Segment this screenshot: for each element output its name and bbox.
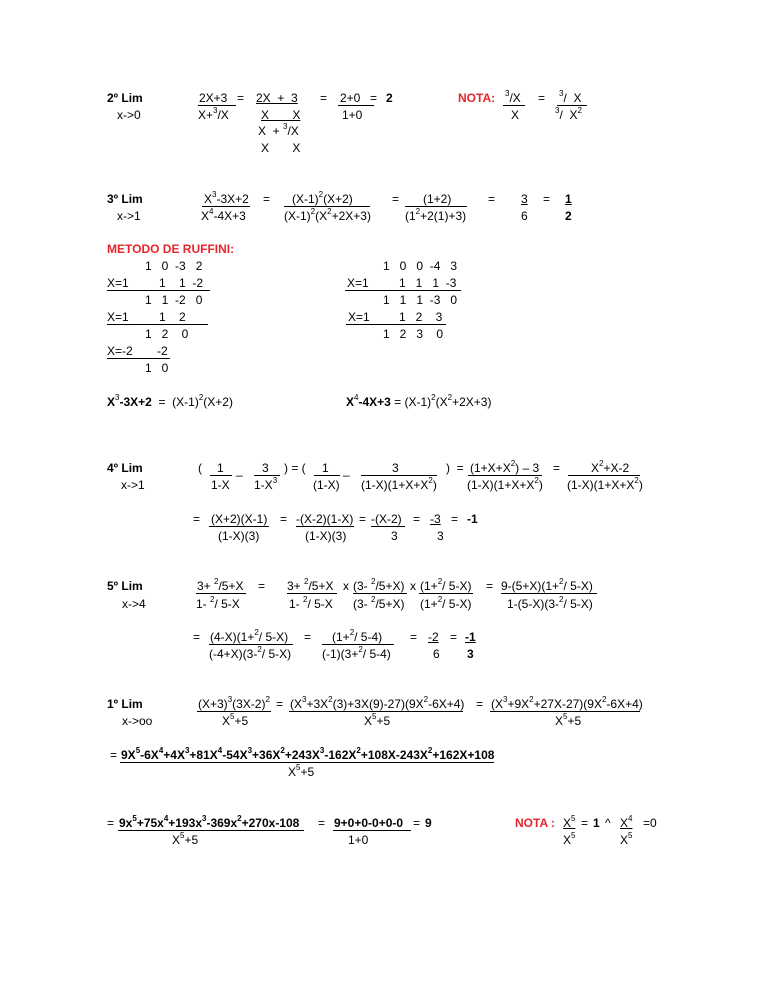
lim5-l2-c-den: 6: [433, 647, 440, 661]
lim2-condition: x->0: [117, 108, 141, 122]
equals-sign: =: [276, 697, 284, 711]
lim1-nota-label: NOTA :: [515, 816, 555, 830]
ruffini-right-x2-label: X=1: [348, 310, 370, 324]
lim4-b-den: $1-X^3$: [254, 476, 278, 492]
lim1-c-num: $(X^3+9X^2+27X-27)(9X^2-6X+4)$: [491, 695, 643, 711]
lim4-c-den: (1-X): [313, 478, 340, 492]
lim3-condition: x->1: [117, 209, 141, 223]
lim5-b-den: 1- $^2$/ 5-X: [289, 595, 333, 611]
ruffini-left-row2: 1 1 -2 0: [145, 293, 203, 307]
ruffini-left-row3: 1 2 0: [145, 327, 189, 341]
paren-open: (: [198, 461, 202, 475]
lim1-nota-a-num: $X^5$: [563, 814, 576, 830]
lim3-den3: $(1^2+2(1)+3)$: [405, 207, 467, 223]
lim1-nota-a-den: $X^5$: [563, 831, 576, 847]
lim5-e-num: 9-(5+X)(1+$^2$/ 5-X): [501, 577, 593, 593]
equals-sign: =: [543, 192, 551, 206]
lim3-den2: $(X-1)^2(X^2+2X+3)$: [284, 207, 371, 223]
ruffini-divider: [107, 324, 208, 325]
lim4-b-num: 3: [262, 461, 269, 475]
fraction-bar: [209, 526, 269, 527]
lim5-e-den: 1-(5-X)(3-$^2$/ 5-X): [507, 595, 593, 611]
fraction-bar: [333, 830, 411, 831]
lim4-l2-b-num: -(X-2)(1-X): [296, 512, 354, 526]
lim1-a-den: $X^5+5$: [222, 712, 249, 728]
lim5-a-num: 3+ $^2$/5+X: [197, 577, 244, 593]
equals-sign: =: [476, 697, 484, 711]
lim1-b-den: $X^5+5$: [364, 712, 391, 728]
fraction-bar: [118, 830, 304, 831]
lim5-c-den: (3- $^2$/5+X): [353, 595, 405, 611]
lim4-l2-result: -1: [467, 512, 478, 526]
lim4-c-num: 1: [322, 461, 329, 475]
ruffini-right-row1: 1 0 0 -4 3: [383, 259, 458, 273]
ruffini-left-x3-label: X=-2: [107, 344, 133, 358]
lim4-a-den: 1-X: [211, 478, 230, 492]
equals-sign: =: [304, 630, 312, 644]
ruffini-divider: [345, 290, 461, 291]
lim5-condition: x->4: [122, 597, 146, 611]
ruffini-right-x1-vals: 1 1 1 -3: [399, 276, 457, 290]
lim5-title: 5º Lim: [107, 579, 143, 593]
lim2-f2-num: 2X + 3: [256, 91, 298, 105]
equals-sign: =: [263, 192, 271, 206]
lim1-l3-result: 9: [425, 816, 432, 830]
fraction-bar: [501, 593, 597, 594]
equals-sign: =: [237, 91, 245, 105]
ruffini-left-x3-vals: -2: [157, 344, 168, 358]
lim4-l2-a-num: (X+2)(X-1): [211, 512, 268, 526]
ruffini-left-row4: 1 0: [145, 361, 169, 375]
ruffini-right-x1-label: X=1: [347, 276, 369, 290]
lim2-result: 2: [386, 91, 393, 105]
fraction-bar: [568, 475, 640, 476]
lim1-b-num: $(X^3+3X^2(3)+3X(9)-27)(9X^2-6X+4)$: [290, 695, 465, 711]
ruffini-right-row3: 1 2 3 0: [383, 327, 444, 341]
lim5-a-den: 1- $^2$/ 5-X: [196, 595, 240, 611]
minus-sign: _: [343, 463, 350, 477]
ruffini-right-row2: 1 1 1 -3 0: [383, 293, 458, 307]
equals-sign: =: [413, 816, 421, 830]
ruffini-left-x2-label: X=1: [107, 310, 129, 324]
fraction-bar: [503, 105, 525, 106]
times-sign: x: [343, 579, 349, 593]
lim2-f2-num-den: X X: [261, 108, 301, 122]
lim3-num1: $X^3-3X+2$: [204, 190, 249, 206]
lim2-nota-label: NOTA:: [458, 91, 496, 105]
equals-sign: =: [538, 91, 546, 105]
lim1-nota-b-den: $X^5$: [620, 831, 633, 847]
fraction-bar: [361, 475, 437, 476]
ruffini-divider: [107, 358, 170, 359]
lim5-l2-a-den: (-4+X)(3-$^2$/ 5-X): [209, 645, 292, 661]
fraction-bar: [196, 593, 246, 594]
lim2-nota-right-num: $^3$/ X: [559, 89, 582, 105]
fraction-bar: [353, 593, 407, 594]
lim5-l2-c-num: -2: [428, 630, 439, 644]
ruffini-left-x1-vals: 1 1 -2: [159, 276, 204, 290]
lim3-den4: 6: [521, 209, 528, 223]
lim5-l2-d-num: -1: [465, 630, 476, 644]
lim4-l2-d-num: -3: [430, 512, 441, 526]
equals-sign: =: [488, 192, 496, 206]
equals-sign: =: [320, 91, 328, 105]
lim3-den1: $X^4-4X+3$: [201, 207, 246, 223]
lim2-nota-left-num: $^3$/X: [505, 89, 521, 105]
ruffini-result-left: $X^3-3X+2 = (X-1)^2(X+2)$: [107, 393, 233, 409]
equals-sign: =: [280, 512, 288, 526]
ruffini-left-row1: 1 0 -3 2: [145, 259, 203, 273]
lim3-den5: 2: [565, 209, 572, 223]
lim1-l3-b-den: 1+0: [348, 833, 369, 847]
equals-sign: =: [410, 630, 418, 644]
lim5-d-num: (1+$^2$/ 5-X): [420, 577, 472, 593]
lim1-nota-one: 1: [593, 816, 600, 830]
lim2-f2-den-den: X X: [261, 141, 301, 155]
lim1-l3-num: $9x^5+75x^4+193x^3-369x^2+270x-108$: [119, 814, 300, 830]
lim3-num4: 3: [521, 192, 528, 206]
times-sign: x: [410, 579, 416, 593]
lim5-d-den: (1+$^2$/ 5-X): [420, 595, 472, 611]
equals-sign: =: [450, 630, 458, 644]
lim4-title: 4º Lim: [107, 461, 143, 475]
lim4-l2-c-num: -(X-2): [371, 512, 402, 526]
lim2-nota-left-den: X: [511, 108, 520, 122]
lim4-close-eq-open: ) = (: [284, 461, 306, 475]
lim2-f2-den-num: X + $^3$/X: [258, 122, 299, 138]
lim4-e-num: $(1+X+X^2) - 3$: [470, 459, 540, 475]
equals-sign: =: [193, 512, 201, 526]
fraction-bar: [210, 475, 232, 476]
lim4-close-eq: ) =: [446, 461, 464, 475]
lim4-l2-d-den: 3: [437, 529, 444, 543]
lim4-l2-a-den: (1-X)(3): [218, 529, 260, 543]
lim5-l2-d-den: 3: [467, 647, 474, 661]
lim2-nota-right-den: $^3$/ $X^2$: [555, 106, 582, 122]
fraction-bar: [287, 593, 337, 594]
lim4-l2-b-den: (1-X)(3): [305, 529, 347, 543]
lim4-a-num: 1: [217, 461, 224, 475]
ruffini-title: METODO DE RUFFINI:: [107, 242, 235, 256]
lim4-e-den: $(1-X)(1+X+X^2)$: [467, 476, 543, 492]
lim1-l2-num: $9X^5-6X^4+4X^3+81X^4-54X^3+36X^2+243X^3-162X^2+108X-243X^2+162X+108$: [121, 746, 495, 762]
lim2-f3-num: 2+0: [340, 91, 361, 105]
lim5-l2-b-den: (-1)(3+$^2$/ 5-4): [322, 645, 391, 661]
ruffini-result-right: $X^4-4X+3 = (X-1)^2(X^2+2X+3)$: [346, 393, 492, 409]
equals-sign: =: [413, 512, 421, 526]
equals-sign: =: [486, 579, 494, 593]
lim1-l3-b-num: 9+0+0-0+0-0: [334, 816, 404, 830]
lim1-l3-den: $X^5+5$: [172, 831, 199, 847]
fraction-bar: [296, 526, 354, 527]
lim3-num2: $(X-1)^2(X+2)$: [292, 190, 353, 206]
minus-sign: _: [236, 463, 243, 477]
lim4-condition: x->1: [121, 478, 145, 492]
equals-sign: =: [193, 630, 201, 644]
lim5-l2-b-num: (1+$^2$/ 5-4): [332, 628, 383, 644]
equals-sign: =: [581, 816, 589, 830]
ruffini-left-x2-vals: 1 2: [159, 310, 186, 324]
fraction-bar: [405, 206, 467, 207]
lim2-f1-num: 2X+3: [199, 91, 228, 105]
equals-sign: =: [370, 91, 378, 105]
lim1-a-num: $(X+3)^3(3X-2)^2$: [198, 695, 270, 711]
lim1-condition: x->oo: [122, 714, 153, 728]
caret-sign: ^: [605, 816, 611, 830]
lim1-nota-b-num: $X^4$: [620, 814, 633, 830]
equals-sign: =: [258, 579, 266, 593]
ruffini-left-x1-label: X=1: [107, 276, 129, 290]
lim4-l2-c-den: 3: [391, 529, 398, 543]
equals-sign: =: [359, 512, 367, 526]
lim3-title: 3º Lim: [107, 192, 143, 206]
ruffini-right-x2-vals: 1 2 3: [399, 310, 443, 324]
lim4-d-den: $(1-X)(1+X+X^2)$: [361, 476, 437, 492]
ruffini-divider: [346, 324, 446, 325]
lim4-f-num: $X^2+X-2$: [591, 459, 630, 475]
equals-sign: =: [553, 461, 561, 475]
lim2-f3-den: 1+0: [342, 108, 363, 122]
lim5-c-num: (3- $^2$/5+X): [353, 577, 405, 593]
equals-sign: =: [110, 748, 118, 762]
lim1-c-den: $X^5+5$: [555, 712, 582, 728]
lim2-f1-den: X+$^3$/X: [198, 106, 229, 122]
fraction-bar: [371, 526, 405, 527]
lim3-num3: (1+2): [423, 192, 452, 206]
equals-sign: =: [392, 192, 400, 206]
lim1-title: 1º Lim: [107, 697, 143, 711]
equals-sign: =: [107, 816, 115, 830]
lim4-f-den: $(1-X)(1+X+X^2)$: [567, 476, 643, 492]
fraction-bar: [338, 105, 374, 106]
fraction-bar: [557, 105, 587, 106]
equals-sign: =: [451, 512, 459, 526]
fraction-bar: [468, 475, 542, 476]
lim3-num5: 1: [565, 192, 572, 206]
equals-sign: =: [318, 816, 326, 830]
ruffini-divider: [107, 290, 210, 291]
lim2-title: 2º Lim: [107, 91, 143, 105]
lim1-nota-eq-zero: =0: [643, 816, 657, 830]
fraction-bar: [209, 644, 293, 645]
lim1-l2-den: $X^5+5$: [288, 763, 315, 779]
fraction-bar: [120, 762, 494, 763]
lim4-d-num: 3: [392, 461, 399, 475]
lim5-l2-a-num: (4-X)(1+$^2$/ 5-X): [210, 628, 289, 644]
lim5-b-num: 3+ $^2$/5+X: [287, 577, 334, 593]
fraction-bar: [419, 593, 473, 594]
fraction-bar: [314, 475, 340, 476]
